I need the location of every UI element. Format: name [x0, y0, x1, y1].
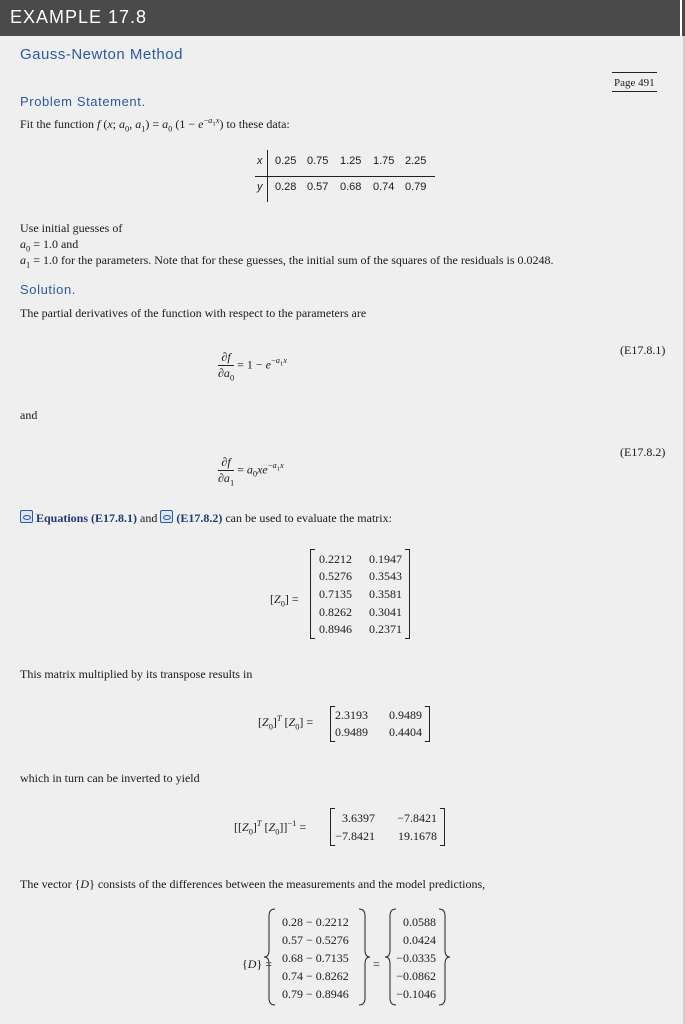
brace-close-icon [437, 908, 451, 1006]
inverse-cell: 19.1678 [398, 829, 437, 843]
equation-label-2: (E17.8.2) [620, 445, 666, 459]
ztz-cell: 0.4404 [389, 725, 422, 739]
d-left-cell: 0.57 − 0.5276 [282, 933, 349, 947]
inverse-cell: 3.6397 [342, 811, 375, 825]
equation-link-2-text: (E17.8.2) [176, 511, 223, 525]
guess-a0-value: = 1.0 and [30, 237, 79, 251]
vector-text-b: consists of the differences between the measurements and the model predictions, [94, 877, 486, 891]
table-x-label: x [257, 155, 263, 167]
z0-cell: 0.3581 [369, 587, 402, 601]
bracket-right [440, 808, 445, 846]
ztz-label: $[Z_0]^T$ $[Z_0]$ = [258, 714, 314, 732]
link-icon [20, 510, 33, 523]
page-reference-rule [612, 72, 657, 73]
vector-text-a: The vector [20, 877, 75, 891]
problem-heading: Problem Statement. [20, 94, 146, 109]
equation-link-1[interactable] [20, 511, 137, 525]
ztz-cell: 0.9489 [335, 725, 368, 739]
link-icon [160, 510, 173, 523]
d-right-cell: −0.1046 [396, 987, 436, 1001]
ref-and: and [137, 511, 161, 525]
fraction-df-da0: $\frac{\partial f}{\partial a_0}$ [218, 350, 235, 383]
equation-e1781: $\frac{\partial f}{\partial a_0}$ = $1 - e^{-a_1x}$ [218, 350, 287, 383]
z0-cell: 0.3041 [369, 605, 402, 619]
guess-intro: Use initial guesses of [20, 221, 123, 235]
example-title: EXAMPLE 17.8 [10, 7, 148, 27]
table-cell-x: 1.75 [373, 155, 395, 167]
d-right-brace-close [437, 908, 451, 1011]
d-vector-label: {D} = [242, 957, 272, 971]
solution-heading: Solution. [20, 282, 76, 297]
bracket-right [405, 549, 410, 639]
inverse-label: [$[Z_0]^T$ $[Z_0]]^{-1}$ = [234, 819, 307, 837]
z0-matrix [310, 549, 410, 639]
z0-cell: 0.1947 [369, 552, 402, 566]
d-right-cell: −0.0862 [396, 969, 436, 983]
table-cell-y: 0.68 [340, 181, 362, 193]
partial-derivatives-text: The partial derivatives of the function with respect to the parameters are [20, 306, 367, 320]
table-y-label: y [257, 181, 263, 193]
ztz-cell: 0.9489 [389, 708, 422, 722]
fraction-df-da1: $\frac{\partial f}{\partial a_1}$ [218, 455, 235, 488]
bracket-right [425, 706, 430, 742]
table-cell-x: 2.25 [405, 155, 427, 167]
z0-cell: 0.3543 [369, 569, 402, 583]
d-left-cell: 0.79 − 0.8946 [282, 987, 349, 1001]
bracket-left [310, 549, 315, 639]
d-left-cell: 0.68 − 0.7135 [282, 951, 349, 965]
d-right-cell: 0.0588 [403, 915, 436, 929]
z0-cell: 0.5276 [319, 569, 352, 583]
page-reference[interactable] [612, 72, 657, 91]
d-equals: = [373, 957, 380, 971]
inverse-cell: −7.8421 [335, 829, 375, 843]
d-left-cell: 0.74 − 0.8262 [282, 969, 349, 983]
page-reference-label: Page 491 [612, 77, 657, 92]
and-text: and [20, 408, 38, 422]
d-left-column [282, 913, 349, 1003]
inverse-matrix [330, 808, 445, 846]
equation-label-1: (E17.8.1) [620, 343, 666, 357]
brace-open-icon [263, 908, 277, 1006]
problem-intro: Fit the function f (x; $a_0$, $a_1) = a_0$ $(1 - e^{-a_1x})$ to these data: [20, 116, 290, 134]
ref-tail: can be used to evaluate the matrix: [222, 511, 392, 525]
table-cell-x: 0.75 [307, 155, 329, 167]
d-left-cell: 0.28 − 0.2212 [282, 915, 349, 929]
ztz-cell: 2.3193 [335, 708, 368, 722]
z0-cell: 0.8946 [319, 622, 352, 636]
equations-reference-line [20, 510, 392, 526]
table-cell-y: 0.74 [373, 181, 395, 193]
table-horizontal-rule [255, 176, 435, 177]
d-right-cell: −0.0335 [396, 951, 436, 965]
d-right-column [396, 913, 436, 1003]
z0-label: $[Z_0]$ = [270, 592, 299, 609]
table-cell-x: 1.25 [340, 155, 362, 167]
z0-cell: 0.7135 [319, 587, 352, 601]
transpose-text: This matrix multiplied by its transpose results in [20, 667, 253, 681]
inverse-text: which in turn can be inverted to yield [20, 771, 200, 785]
problem-intro-a: Fit the function [20, 117, 97, 131]
d-left-brace-close [357, 908, 371, 1011]
example-subtitle: Gauss-Newton Method [20, 46, 183, 63]
table-cell-y: 0.28 [275, 181, 297, 193]
ztz-matrix [330, 706, 430, 742]
d-left-brace-open [263, 908, 277, 1010]
equation-link-2[interactable] [160, 511, 222, 525]
z0-cell: 0.2212 [319, 552, 352, 566]
z0-cell: 0.2371 [369, 622, 402, 636]
vector-text: The vector {D} consists of the differences between the measurements and the model predictions, [20, 877, 486, 891]
guess-a1-value: = 1.0 for the parameters. Note that for these guesses, the initial sum of the squares of the residuals is 0.0248. [30, 253, 554, 267]
equation-link-1-text: Equations (E17.8.1) [36, 511, 138, 525]
table-cell-y: 0.57 [307, 181, 329, 193]
equation-e1782: $\frac{\partial f}{\partial a_1}$ = $a_0xe^{-a_1x}$ [218, 455, 284, 488]
problem-intro-b: to these data: [223, 117, 290, 131]
header-edge-mark [680, 0, 682, 36]
data-table [255, 150, 435, 202]
guess-a1: $a_1 = 1.0$ for the parameters. Note that for these guesses, the initial sum of the squares of the residuals is 0.0248. [20, 253, 554, 270]
example-header [0, 0, 685, 36]
guess-a0: $a_0 = 1.0$ and [20, 237, 79, 254]
z0-cell: 0.8262 [319, 605, 352, 619]
inverse-cell: −7.8421 [397, 811, 437, 825]
d-right-cell: 0.0424 [403, 933, 436, 947]
table-cell-x: 0.25 [275, 155, 297, 167]
brace-close-icon [357, 908, 371, 1006]
table-cell-y: 0.79 [405, 181, 427, 193]
